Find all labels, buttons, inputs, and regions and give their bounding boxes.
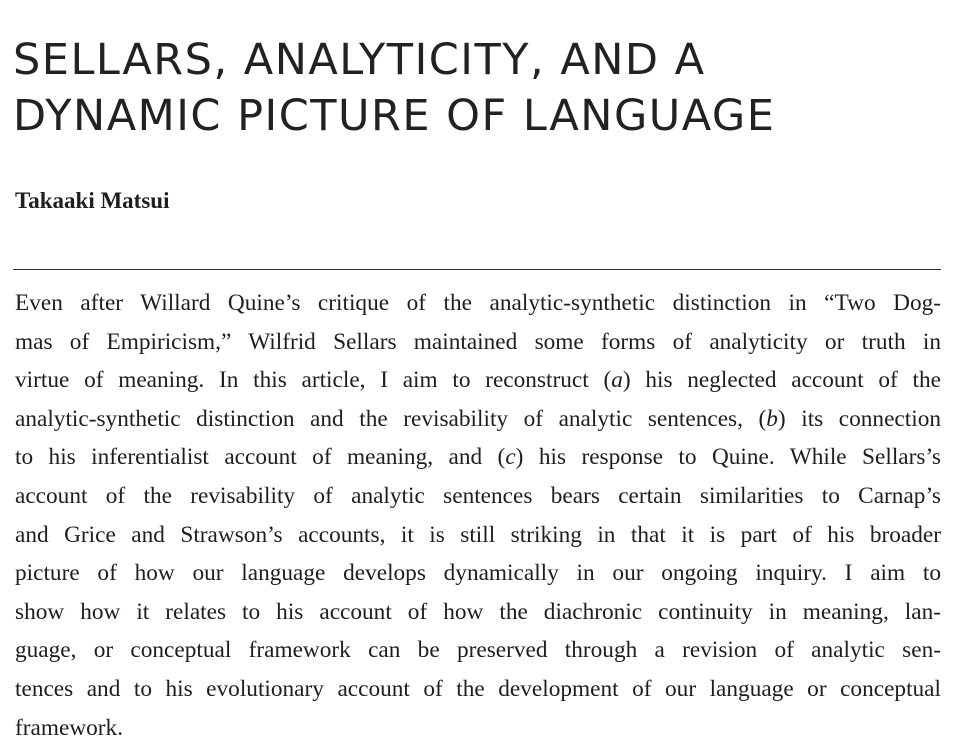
abstract-line: Even after Willard Quine’s critique of the analytic-synthetic distinction in “Two Dog- xyxy=(15,290,941,316)
abstract-line: picture of how our language develops dynamically in our ongoing inquiry. I aim to xyxy=(15,560,941,587)
author-name: Takaaki Matsui xyxy=(15,188,170,213)
abstract-line: tences and to his evolutionary account of the development of our language or conceptual xyxy=(15,675,941,702)
abstract-line: analytic-synthetic distinction and the revisability of analytic sentences, (b) its connection xyxy=(15,405,942,432)
abstract xyxy=(15,284,941,747)
abstract-line: show how it relates to his account of how the diachronic continuity in meaning, lan- xyxy=(15,598,941,625)
enumeration-letter: a xyxy=(611,367,623,394)
enumeration-letter: c xyxy=(505,444,516,471)
enumeration-letter: b xyxy=(766,405,778,432)
divider-rule xyxy=(13,269,941,270)
abstract-line: virtue of meaning. In this article, I aim to reconstruct (a) his neglected account of the xyxy=(15,367,941,394)
abstract-line: and Grice and Strawson’s accounts, it is still striking in that it is part of his broader xyxy=(15,521,941,548)
article-title-line: SELLARS, ANALYTICITY, AND A xyxy=(13,35,706,85)
abstract-line: guage, or conceptual framework can be preserved through a revision of analytic sen- xyxy=(15,637,941,664)
article-title-line: DYNAMIC PICTURE OF LANGUAGE xyxy=(13,91,776,141)
abstract-line: framework. xyxy=(15,714,124,741)
article-title xyxy=(13,32,943,144)
abstract-line: mas of Empiricism,” Wilfrid Sellars maintained some forms of analyticity or truth in xyxy=(15,328,941,355)
abstract-line: to his inferentialist account of meaning, and (c) his response to Quine. While Sellars’s xyxy=(15,444,941,471)
abstract-line: account of the revisability of analytic sentences bears certain similarities to Carnap’s xyxy=(15,482,941,509)
